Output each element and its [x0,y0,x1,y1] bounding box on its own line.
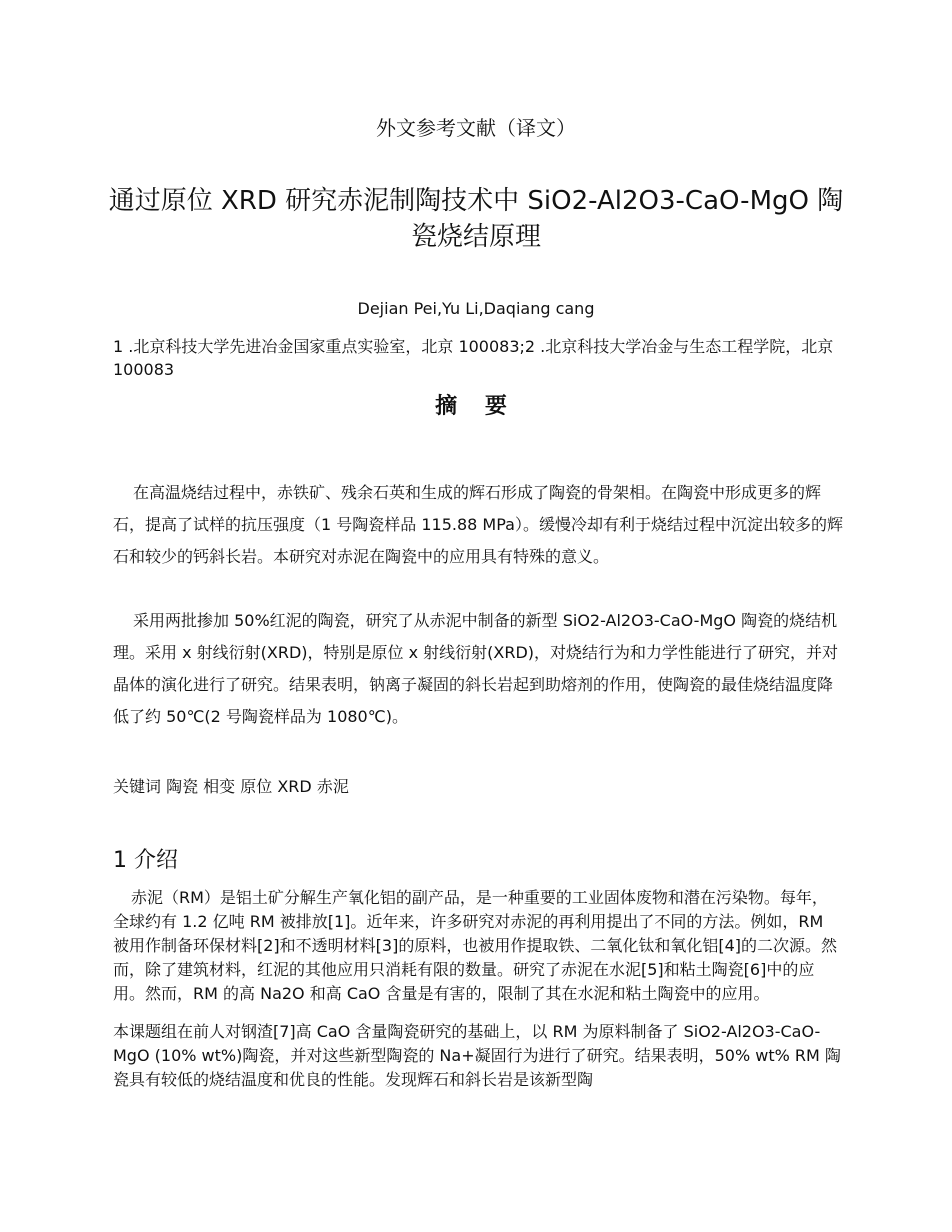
abstract-paragraph: 采用两批掺加 50%红泥的陶瓷，研究了从赤泥中制备的新型 SiO2-Al2O3-CaO-MgO 陶瓷的烧结机理。采用 x 射线衍射(XRD)，特别是原位 x 射线衍射(XRD)，对烧结行为和力学性能进行了研究，并对晶体的演化进行了研究。结果表明，钠离子凝固的斜长岩起到助熔剂的作用，使陶瓷的最佳烧结温度降低了约 50℃(2 号陶瓷样品为 1080℃)。 [113,611,839,726]
paper-title: 通过原位 XRD 研究赤泥制陶技术中 SiO2-Al2O3-CaO-MgO 陶瓷烧结原理 [108,186,844,252]
section-heading: 1 介绍 [113,848,178,873]
document-label: 外文参考文献（译文） [376,116,576,140]
affiliation: 1 .北京科技大学先进冶金国家重点实验室，北京 100083;2 .北京科技大学冶金与生态工程学院，北京 100083 [113,337,834,379]
abstract-paragraph: 在高温烧结过程中，赤铁矿、残余石英和生成的辉石形成了陶瓷的骨架相。在陶瓷中形成更多的辉石，提高了试样的抗压强度（1 号陶瓷样品 115.88 MPa）。缓慢冷却有利于烧结过程中沉淀出较多的辉石和较少的钙斜长岩。本研究对赤泥在陶瓷中的应用具有特殊的意义。 [113,483,843,566]
body-paragraph: 赤泥（RM）是铝土矿分解生产氧化铝的副产品，是一种重要的工业固体废物和潜在污染物。每年，全球约有 1.2 亿吨 RM 被排放[1]。近年来，许多研究对赤泥的再利用提出了不同的方法。例如，RM 被用作制备环保材料[2]和不透明材料[3]的原料，也被用作提取铁、二氧化钛和氧化铝[4]的二次源。然而，除了建筑材料，红泥的其他应用只消耗有限的数量。研究了赤泥在水泥[5]和粘土陶瓷[6]中的应用。然而，RM 的高 Na2O 和高 CaO 含量是有害的，限制了其在水泥和粘土陶瓷中的应用。 [113,888,837,1003]
authors: Dejian Pei,Yu Li,Daqiang cang [357,299,595,318]
keywords: 关键词 陶瓷 相变 原位 XRD 赤泥 [113,777,349,796]
body-paragraph: 本课题组在前人对钢渣[7]高 CaO 含量陶瓷研究的基础上，以 RM 为原料制备了 SiO2-Al2O3-CaO-MgO (10% wt%)陶瓷，并对这些新型陶瓷的 Na+凝固行为进行了研究。结果表明，50% wt% RM 陶瓷具有较低的烧结温度和优良的性能。发现辉石和斜长岩是该新型陶 [113,1022,841,1089]
abstract-heading: 摘 要 [435,394,517,419]
